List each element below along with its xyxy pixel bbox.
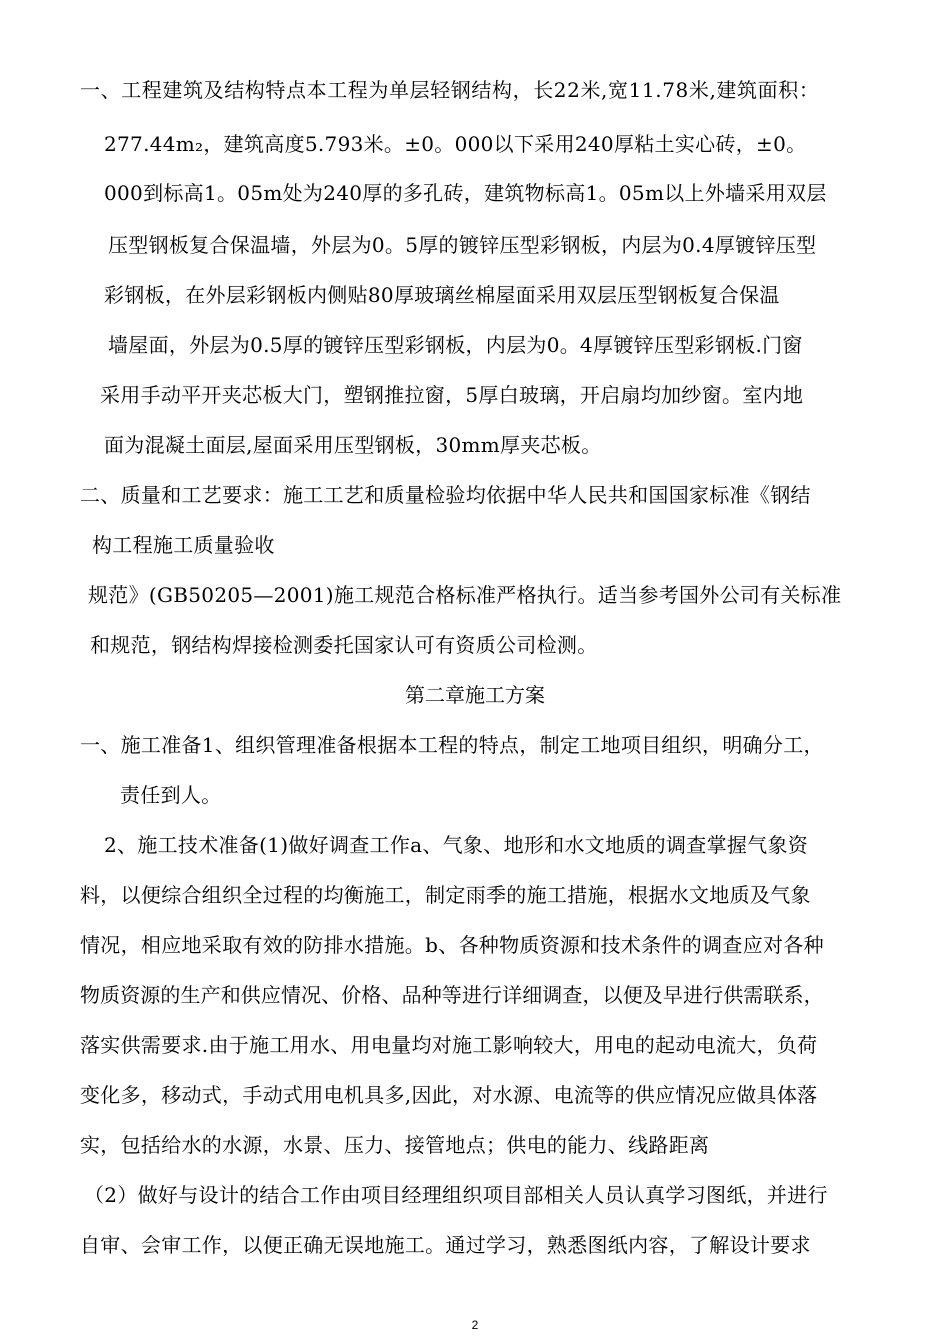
chapter-heading: 第二章施工方案	[405, 683, 545, 707]
text-line: 物质资源的生产和供应情况、价格、品种等进行详细调查，以便及早进行供需联系，	[80, 983, 824, 1007]
text-line: 277.44m₂，建筑高度5.793米。±0。000以下采用240厚粘土实心砖，±0。	[104, 132, 807, 156]
text-line: 料，以便综合组织全过程的均衡施工，制定雨季的施工措施，根据水文地质及气象	[80, 883, 811, 907]
text-line: 压型钢板复合保温墙，外层为0。5厚的镀锌压型彩钢板，内层为0.4厚镀锌压型	[108, 233, 817, 257]
page-number: 2	[471, 1318, 479, 1332]
text-line: 情况，相应地采取有效的防排水措施。b、各种物质资源和技术条件的调查应对各种	[80, 933, 824, 957]
text-line: 规范》(GB50205—2001)施工规范合格标准严格执行。适当参考国外公司有关标准	[88, 583, 842, 607]
text-line: 自审、会审工作，以便正确无误地施工。通过学习，熟悉图纸内容，了解设计要求	[80, 1233, 811, 1257]
text-line: 面为混凝土面层,屋面采用压型钢板，30mm厚夹芯板。	[104, 433, 602, 457]
text-line: 墙屋面，外层为0.5厚的镀锌压型彩钢板，内层为0。4厚镀锌压型彩钢板.门窗	[108, 333, 803, 357]
text-line: 和规范，钢结构焊接检测委托国家认可有资质公司检测。	[90, 633, 598, 657]
text-line: （2）做好与设计的结合工作由项目经理组织项目部相关人员认真学习图纸，并进行	[84, 1183, 828, 1207]
text-line: 构工程施工质量验收	[92, 533, 275, 557]
text-line: 变化多，移动式，手动式用电机具多,因此，对水源、电流等的供应情况应做具体落	[80, 1083, 818, 1107]
text-line: 000到标高1。05m处为240厚的多孔砖，建筑物标高1。05m以上外墙采用双层	[104, 181, 827, 205]
text-line: 落实供需要求.由于施工用水、用电量均对施工影响较大，用电的起动电流大，负荷	[80, 1033, 818, 1057]
text-line: 一、施工准备1、组织管理准备根据本工程的特点，制定工地项目组织，明确分工，	[80, 733, 824, 757]
text-line: 彩钢板，在外层彩钢板内侧贴80厚玻璃丝棉屋面采用双层压型钢板复合保温	[104, 283, 780, 307]
text-line: 责任到人。	[120, 783, 222, 807]
text-line: 实，包括给水的水源，水景、压力、接管地点；供电的能力、线路距离	[80, 1133, 710, 1157]
text-line: 二、质量和工艺要求：施工工艺和质量检验均依据中华人民共和国国家标准《钢结	[80, 483, 811, 507]
text-line: 一、工程建筑及结构特点本工程为单层轻钢结构，长22米,宽11.78米,建筑面积：	[80, 78, 820, 102]
text-line: 2、施工技术准备(1)做好调查工作a、气象、地形和水文地质的调查掌握气象资	[104, 833, 809, 857]
text-line: 采用手动平开夹芯板大门，塑钢推拉窗，5厚白玻璃，开启扇均加纱窗。室内地	[100, 383, 804, 407]
